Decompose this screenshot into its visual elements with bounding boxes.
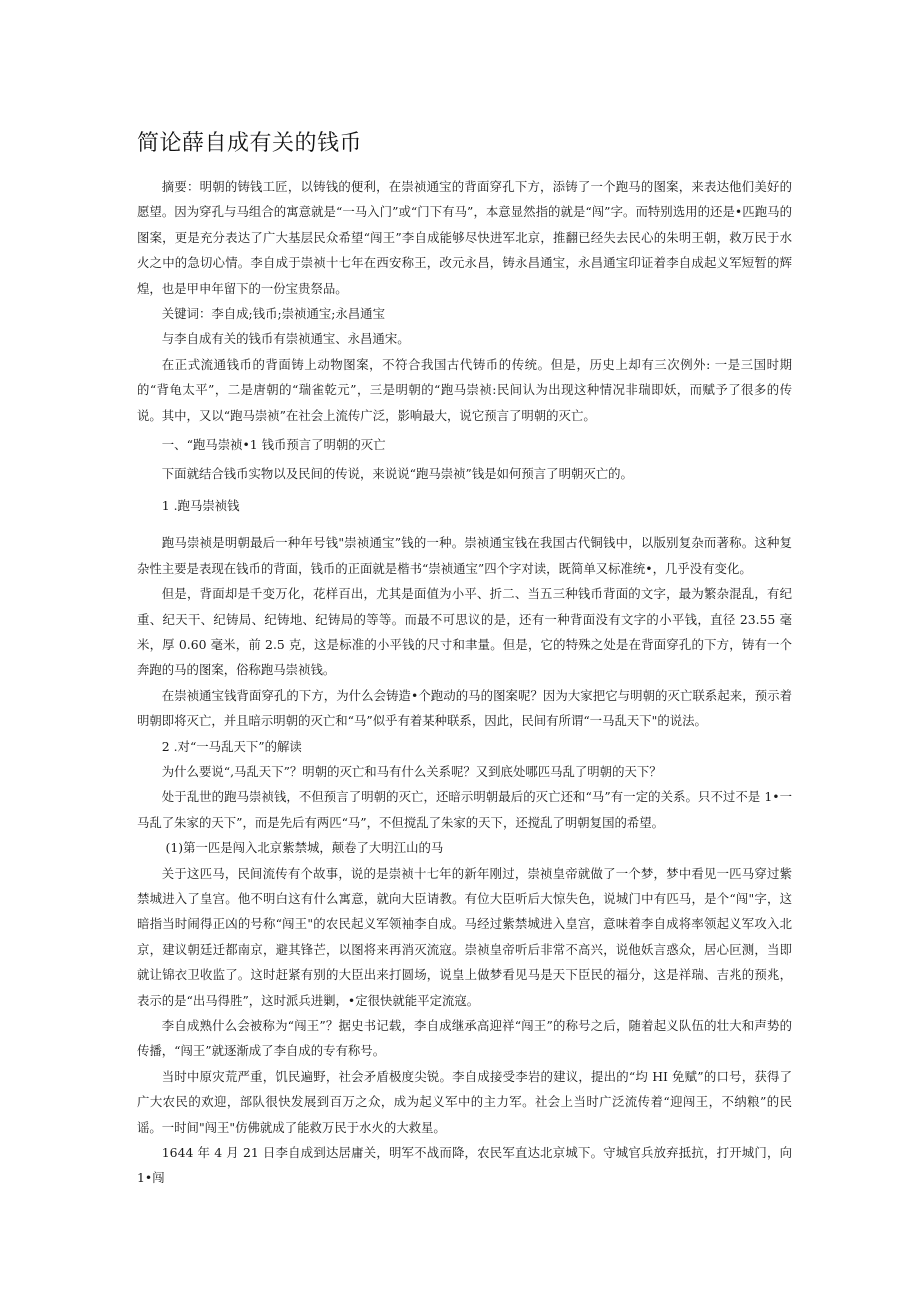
body-paragraph: 但是，背面却是千变万化，花样百出，尤其是面值为小平、折二、当五三种钱币背面的文字，最为繁杂混乱，有纪重、纪天干、纪铸局、纪铸地、纪铸局的等等。而最不可思议的是，还有一种背面没有文字的小平钱，直径 23.55 毫米，厚 0.60 毫米，前 2.5 克，这是标准的小平钱的尺寸和聿量。但是，它的特殊之处是在背面穿孔的下方，铸有一个奔跑的马的图案，俗称跑马崇祯钱。: [137, 586, 792, 678]
abstract-paragraph: 摘要：明朝的铸钱工匠，以铸钱的便利，在崇祯通宝的背面穿孔下方，添铸了一个跑马的图案，来表达他们美好的愿望。因为穿孔与马组合的寓意就是“一马入门”或“门下有马”，本意显然指的就是“闯”字。而特别选用的还是•匹跑马的图案，更是充分表达了广大基层民众希望“闯王”李自成能够尽快进军北京，推翻已经失去民心的朱明王朝，救万民于水火之中的急切心情。李自成于崇祯十七年在西安称王，改元永昌，铸永昌通宝，永昌通宝印证着李自成起义军短暂的辉煌，也是甲申年留下的一份宝贵祭品。: [137, 179, 792, 296]
body-paragraph: 处于乱世的跑马崇祯钱，不但预言了明朝的灭亡，还暗示明朝最后的灭亡还和“马”有一定的关系。只不过不是 1•一马乱了朱家的天下”，而是先后有两匹“马”，不但搅乱了朱家的天下，还搅乱了明朝复国的希望。: [137, 789, 792, 830]
keywords-paragraph: 关键词：李自成;钱币;崇祯通宝;永昌通宝: [161, 306, 385, 322]
document-page: [137, 128, 792, 1191]
subsection-heading-2: 2 .对“一马乱天下”的解读: [161, 738, 302, 754]
body-paragraph: 跑马崇祯是明朝最后一种年号钱"崇祯通宝”钱的一种。崇祯通宝钱在我国古代铜钱中，以版别复杂而著称。这种复杂性主要是表现在钱币的背面，钱币的正面就是楷书“崇祯通宝”四个字对读，既简单又标准统•，几乎没有变化。: [137, 535, 792, 576]
body-paragraph: 在正式流通钱币的背面铸上动物图案，不符合我国古代铸币的传统。但是，历史上却有三次例外: 一是三国时期的“背龟太平”，二是唐朝的“瑞雀乾元”，三是明朝的“跑马崇祯:民间认为出现这种情况非瑞即妖，而赋予了很多的传说。其中，又以“跑马崇祯”在社会上流传广泛，影响最大，说它预言了明朝的灭亡。: [137, 356, 792, 423]
body-paragraph: 与李自成有关的钱币有崇祯通宝、永昌通宋。: [161, 331, 410, 347]
body-paragraph: 李自成熟什么会被称为“闯王”？据史书记载，李自成继承高迎祥“闯王”的称号之后，随着起义队伍的壮大和声势的传播，“闯王”就逐渐成了李自成的专有称号。: [137, 1018, 792, 1059]
body-paragraph: 1644 年 4 月 21 日李自成到达居庸关，明军不战而降，农民军直达北京城下。守城官兵放弃抵抗，打开城门，向 1•闯: [137, 1145, 792, 1186]
body-paragraph: 关于这匹马，民间流传有个故事，说的是崇祯十七年的新年刚过，崇祯皇帝就做了一个梦，梦中看见一匹马穿过紫禁城进入了皇宫。他不明白这有什么寓意，就向大臣请教。有位大臣听后大惊失色，说城门中有匹马，是个“闯"字，这暗指当时闹得正凶的号称“闯王"的农民起义军领袖李自成。马经过紫禁城进入皇宫，意味着李自成将率领起义军攻入北京，建议朝廷迁都南京，避其锋芒，以图将来再消灭流寇。崇祯皇帝听后非常不高兴，说他妖言惑众，居心叵测，当即就让锦衣卫收监了。这时赶紧有别的大臣出来打圆场，说皇上做梦看见马是天下臣民的福分，这是祥瑞、吉兆的预兆，表示的是“出马得胜”，这时派兵进剿，•定很快就能平定流寇。: [137, 865, 792, 1008]
body-paragraph: 当时中原灾荒严重，饥民遍野，社会矛盾极度尖锐。李自成接受李岩的建议，提出的“均 HI 免赋”的口号，获得了广大农民的欢迎，部队很快发展到百万之众，成为起义军中的主力军。社会上当时广泛流传着“迎闯王，不纳粮”的民谣。一时间"闯王"仿佛就成了能救万民于水火的大救星。: [137, 1068, 792, 1135]
subsection-heading-1: 1 .跑马崇祯钱: [161, 497, 240, 513]
document-title: 简论薛自成有关的钱币: [137, 131, 363, 156]
sub-item-heading: (1)第一匹是闯入北京紫禁城，颠卷了大明江山的马: [165, 840, 444, 856]
body-paragraph: 为什么要说“,马乱天下”？明朝的灭亡和马有什么关系呢？又到底处哪匹马乱了明朝的天下？: [161, 763, 662, 779]
section-heading-1: 一、“跑马崇祯•1 钱币预言了明朝的灭亡: [161, 437, 386, 453]
body-paragraph: 在崇祯通宝钱背面穿孔的下方，为什么会铸造•个跑动的马的图案呢？因为大家把它与明朝的灭亡联系起来，预示着明朝即将灭亡，并且暗示明朝的灭亡和“马”似乎有着某种联系，因此，民间有所谓“一马乱天下"的说法。: [137, 687, 792, 729]
body-paragraph: 下面就结合钱币实物以及民间的传说，来说说“跑马崇祯”钱是如何预言了明朝灭亡的。: [161, 466, 633, 482]
